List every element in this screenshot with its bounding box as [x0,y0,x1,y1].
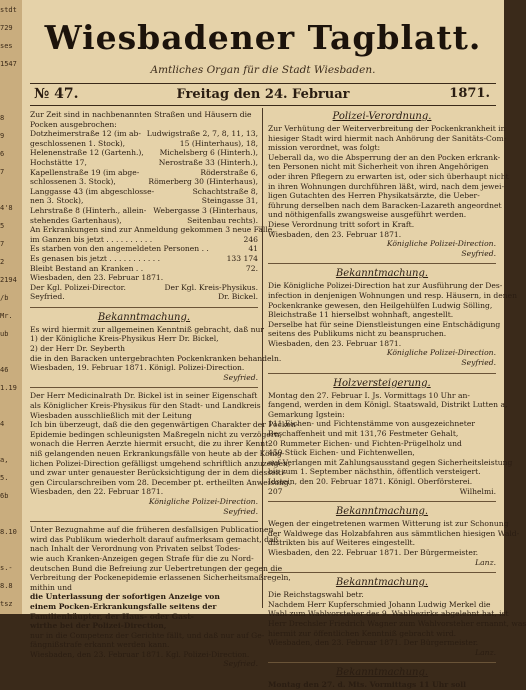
section-divider [30,302,258,308]
signature-line: Seyfried. [223,659,258,669]
text-line: Herr Drechsler Friedrich Wagner zum Wahlvorsteher ernannt, was [268,618,526,628]
text-row [30,216,258,226]
signature-line: Seyfried. [461,358,496,368]
text-line: auf Verlangen mit Zahlungsausstand gegen Sicherheitsleistung [268,457,513,467]
text-line: 450 Stück Eichen- und Fichtenwellen, [268,448,415,458]
text-row [30,264,258,274]
row-right-text: 15 (Hinterhaus), 18, [179,138,258,148]
binding-fragment: 4 [0,420,5,428]
row-right-text: Schachtstraße 8, [192,186,258,196]
masthead-title: Wiesbadener Tagblatt. [44,18,482,57]
signature-line: Seyfried. [461,248,496,258]
text-line: Wegen der eingetretenen warmen Witterung ist zur Schonung [268,519,509,529]
text-line: ten Personen nicht mit Sicherheit von ihren Angehörigen [268,162,489,172]
row-right-text: Wilhelmi. [459,486,496,496]
row-left-text: stehendes Gartenhaus), [30,215,122,225]
text-line: der Waldwege das Holzabfahren aus sämmtlichen hiesigen Wald- [268,528,520,538]
text-line: wie auch Kranken-Anzeigen gegen Strafe für die zu Nord- [30,553,254,563]
text-line: fangend, werden in dem Königl. Staatswald, Distrikt Lutten a, [268,400,508,410]
row-right-text: Dr. Bickel. [218,292,258,302]
text-line: Bleichstraße 11 hierselbst wohnhaft, angestellt. [268,310,454,320]
text-line: mithin und [30,582,72,592]
binding-fragment: 46 [0,366,9,374]
text-row [30,254,258,264]
row-right-text: 41 [248,244,258,254]
binding-fragment: 1547 [0,60,17,68]
row-right-text: 72. [245,263,258,273]
signature-line: Königliche Polizei-Direction. [386,239,496,249]
binding-fragment: 8.8 [0,582,13,590]
text-row [30,283,258,293]
text-line: wonach die Herren Aerzte hiermit ersucht, die zu ihrer Kennt- [30,439,271,449]
row-left-text: Hochstätte 17, [30,157,87,167]
row-right-text: Röderstraße 6, [200,167,258,177]
binding-fragment: 1.19 [0,384,17,392]
notice-heading: Bekanntmachung. [335,506,429,518]
row-left-text: Bleibt Bestand an Kranken . . [30,263,144,273]
section-divider [268,258,496,264]
text-line: Der Herr Medicinalrath Dr. Bickel ist in seiner Eigenschaft [30,391,258,401]
section-divider [30,382,258,388]
binding-fragment: 4'8 [0,204,13,212]
row-left-text: Lehrstraße 8 (Hinterh., allein- [30,205,147,215]
text-row [268,487,496,497]
text-line: Epidemie bedingen schleunigsten Maßregeln nicht zu verzögern, [30,429,282,439]
binding-fragment: Mr. [0,312,13,320]
row-left-text: Der Kgl. Polizei-Director. [30,282,126,292]
text-line: Montag den 27. Februar I. Js. Vormittags 10 Uhr an- [268,390,470,400]
text-row [30,158,258,168]
binding-fragment: 5 [0,222,5,230]
text-line: Beschaffenheit und mit 131,76 Festmeter Gehalt, [268,429,459,439]
issue-date: Freitag den 24. Februar [176,87,350,102]
text-line: infection in denjenigen Wohnungen und resp. Häusern, in denen [268,290,518,300]
binding-fragment: 7 [0,168,5,176]
text-line: und nöthigenfalls zwangsweise ausgeführt werden. [268,210,467,220]
row-left-text: geschlossenen 1. Stock), [30,138,126,148]
binding-fragment: 5. [0,474,9,482]
text-line: Wiesbaden, den 23. Februar 1871. [30,273,164,283]
text-line: ligen Gutachten des Herren Physikatsärzte, die Ueber- [268,191,480,201]
text-line: Idstein, den 20. Februar 1871. Königl. Oberförsterei. [268,477,473,486]
text-line: Zur Zeit sind in nachbenannten Straßen und Häusern die [30,110,252,119]
text-line: Diese Verordnung tritt sofort in Kraft. [268,219,415,229]
text-line: Wiesbaden, den 23. Februar 1871. Der Bürgermeister. [268,638,479,648]
text-line: die in den Baracken untergebrachten Pockenkranken behandeln. [30,353,282,363]
text-line: einem Pocken-Erkrankungsfalle seitens der [30,601,217,611]
text-line: niß gelangenden neuen Erkrankungsfälle von heute ab der König- [30,449,285,458]
text-line: Ich bin überzeugt, daß die den gegenwärtigen Charakter der Pocken- [30,420,299,430]
issue-line [30,86,496,104]
text-line: Montag den 27. d. Mts. Vormittags 11 Uhr soll [268,680,467,690]
binding-fragment: s.- [0,564,13,572]
row-right-text: Steingasse 31, [201,196,258,206]
text-line: Derselbe hat für seine Dienstleistungen eine Entschädigung [268,319,501,329]
masthead-rule-top [30,83,496,84]
text-line: Verbreitung der Pockenepidemie erlassenen Sicherheitsmaßregeln, [30,573,291,583]
text-line: Wiesbaden, den 22. Februar 1871. [30,487,164,497]
notice-heading: Bekanntmachung. [97,311,191,323]
text-line: lichen Polizei-Direction gefälligst umgehend schriftlich anzuzeigen, [30,458,291,468]
text-line: nach Inhalt der Verordnung von Privaten selbst Todes- [30,544,241,554]
row-left-text: nen 3. Stock), [30,196,84,206]
text-line: Nachdem Herr Kupferschmied Johann Ludwig Merkel die [268,599,491,609]
text-line: deutschen Bund die Befreiung zur Uebertretungen der gegen die [30,563,283,573]
row-left-text: schlossenen 3. Stock), [30,177,116,187]
text-line: seitens des Publikums nicht zu beanspruchen. [268,329,447,339]
text-row [30,244,258,254]
notice-heading: Holzversteigerung. [333,377,431,389]
text-line: 111 Eichen- und Fichtenstämme von ausgezeichneter [268,419,475,429]
text-line: hiermit zur öffentlichen Kenntniß gebracht wird. [268,628,457,638]
row-right-text: Seitenbau rechts). [187,215,258,225]
newspaper-page [22,0,526,690]
text-line: Zur Verhütung der Weiterverbreitung der Pockenkrankheit in [268,124,506,133]
signature-line: Seyfried. [223,372,258,382]
text-row [30,177,258,187]
signature-line: Königliche Polizei-Direction. [386,348,496,358]
text-line: wird das Publikum wiederholt darauf aufmerksam gemacht, daß [30,534,279,544]
row-left-text: Langgasse 43 (im abgeschlosse- [30,186,155,196]
section-divider [268,496,496,502]
text-line: als Königlicher Kreis-Physikus für den Stadt- und Landkreis [30,401,261,411]
row-left-text: Es genasen bis jetzt . . . . . . . . . . . [30,253,160,263]
binding-fragment: 7 [0,240,5,248]
text-line: Wiesbaden, den 23. Februar 1871. Kgl. Polizei-Direction. [30,649,250,659]
text-line: nur in die Competenz der Gerichte fällt, und daß nur auf Ge- [30,630,265,640]
text-line: 1) der Königliche Kreis-Physikus Herr Dr. Bickel, [30,334,219,344]
text-line: und zwar unter genauester Berücksichtigung der in dem diesseiti- [30,468,287,478]
binding-fragment: 8 [0,114,5,122]
binding-fragment: 2 [0,258,5,266]
text-line: fängnißstrafe erkannt werden kann. [30,640,170,650]
row-right-text: Ludwigstraße 2, 7, 8, 11, 13, [146,129,258,139]
binding-fragment: 8.10 [0,528,17,536]
row-right-text: Webergasse 3 (Hinterhaus, [153,205,258,215]
text-row [30,148,258,158]
text-line: distrikten bis auf Weiteres eingestellt. [268,538,416,548]
text-line: in ihren Wohnungen durchführen läßt, wird, nach dem jewei- [268,181,505,191]
notice-heading: Polizei-Verordnung. [332,111,432,122]
text-line: Die Reichstagswahl betr. [268,590,364,600]
text-line: führung derselben nach dem Baracken-Lazareth angeordnet [268,200,502,210]
binding-fragment: 6b [0,492,9,500]
row-right-text: Michelsberg 6 (Hinterh.), [159,148,258,158]
binding-fragment: ses [0,42,13,50]
text-line: 20 Rummeter Eichen- und Fichten-Prügelholz und [268,438,462,448]
section-divider [268,368,496,374]
text-row [30,196,258,206]
text-line: Wiesbaden, den 23. Februar 1871. [268,338,402,348]
text-line: Es wird hiermit zur allgemeinen Kenntniß gebracht, daß nur [30,324,264,334]
text-line: Ueberall da, wo die Absperrung der an den Pocken erkrank- [268,152,501,162]
row-left-text: An Erkrankungen sind zur Anmeldung gekommen 3 neue Fälle, [30,225,275,235]
row-left-text: im Ganzen bis jetzt . . . . . . . . . . [30,234,153,244]
row-left-text: 207 [268,486,283,496]
binding-fragment: 9 [0,132,5,140]
text-line: 2) der Herr Dr. Seyberth [30,344,126,354]
text-line: Gemarkung Igstein: [268,409,345,419]
text-line: wirthe bei der Polizei-Direction, [30,621,167,631]
signature-line: Königliche Polizei-Direction. [148,496,258,506]
notice-heading: Bekanntmachung. [335,577,429,589]
text-row [30,187,258,197]
text-row [30,225,275,235]
text-line: Unter Bezugnahme auf die früheren desfallsigen Publicationen [30,525,274,535]
text-line: hiesiger Stadt wird hiermit nach Anhörung der Sanitäts-Com- [268,133,507,143]
text-line: Familienhäupter, der Haus- oder Gast- [30,611,194,621]
text-line: Pockenkranke gewesen, den Heilgehülfen Ludwig Sölling, [268,300,493,310]
text-row [30,292,258,302]
row-left-text: Dotzheimerstraße 12 (im ab- [30,129,141,139]
row-left-text: Seyfried. [30,292,65,302]
masthead-subtitle: Amtliches Organ für die Stadt Wiesbaden. [150,64,376,76]
row-right-text: Der Kgl. Kreis-Physikus. [164,282,258,292]
issue-number: № 47. [34,86,79,102]
text-line: die Unterlassung der sofortigen Anzeige von [30,592,220,602]
section-divider [30,516,258,522]
right-column [268,110,526,690]
book-binding-strip [0,0,22,614]
text-row [30,129,258,139]
text-line: mission verordnet, was folgt: [268,143,381,153]
row-right-text: Römerberg 30 (Hinterhaus), [148,177,258,187]
text-line: Pocken ausgebrochen: [30,119,117,129]
row-right-text: 246 [243,234,258,244]
binding-fragment: tsz [0,600,13,608]
issue-year: 1871. [449,86,490,101]
text-line: Wiesbaden, den 22. Februar 1871. Der Bürgermeister. [268,547,479,557]
signature-line: Lanz. [475,557,496,567]
text-line: Wiesbaden, 19. Februar 1871. Königl. Polizei-Direction. [30,363,245,373]
binding-fragment: 2194 [0,276,17,284]
masthead-rule-bottom [30,105,496,106]
text-line: gen Circularschreiben vom 28. December pt. ertheilten Anweisung. [30,477,292,487]
notice-heading: Bekanntmachung. [335,667,429,679]
row-right-text: Nerostraße 33 (Hinterh.), [158,157,258,167]
binding-fragment: a, [0,456,9,464]
binding-fragment: 729 [0,24,13,32]
row-left-text: Es starben von den angemeldeten Personen . . [30,244,209,254]
text-line: bis zum 1. September nächsthin, öffentlich versteigert. [268,467,481,477]
row-right-text: 133 174 [226,253,258,263]
text-row [30,139,258,149]
text-line: Die Königliche Polizei-Direction hat zur Ausführung der Des- [268,281,503,291]
binding-fragment: 6 [0,150,5,158]
text-row [30,168,258,178]
binding-fragment: /b [0,294,9,302]
text-line: Wiesbaden, den 23. Februar 1871. [268,229,402,239]
text-line: Wahl zum Wahlvorsteher des 9. Wahlbezirks abgelehnt hat, ist [268,609,509,619]
text-row [30,235,258,245]
notice-heading: Bekanntmachung. [335,268,429,280]
binding-fragment: stdt [0,6,17,14]
row-left-text: Helenenstraße 12 (Gartenh.), [30,148,144,158]
signature-line: Seyfried. [223,506,258,516]
section-divider [268,657,496,663]
text-line: Wiesbaden ausschließlich mit der Leitung [30,410,192,420]
text-line: oder ihren Pflegern zu erwarten ist, oder sich überhaupt nicht [268,171,509,181]
section-divider [268,567,496,573]
row-left-text: Kapellenstraße 19 (im abge- [30,167,140,177]
signature-line: Lanz. [475,647,496,657]
binding-fragment: ub [0,330,9,338]
text-row [30,206,258,216]
